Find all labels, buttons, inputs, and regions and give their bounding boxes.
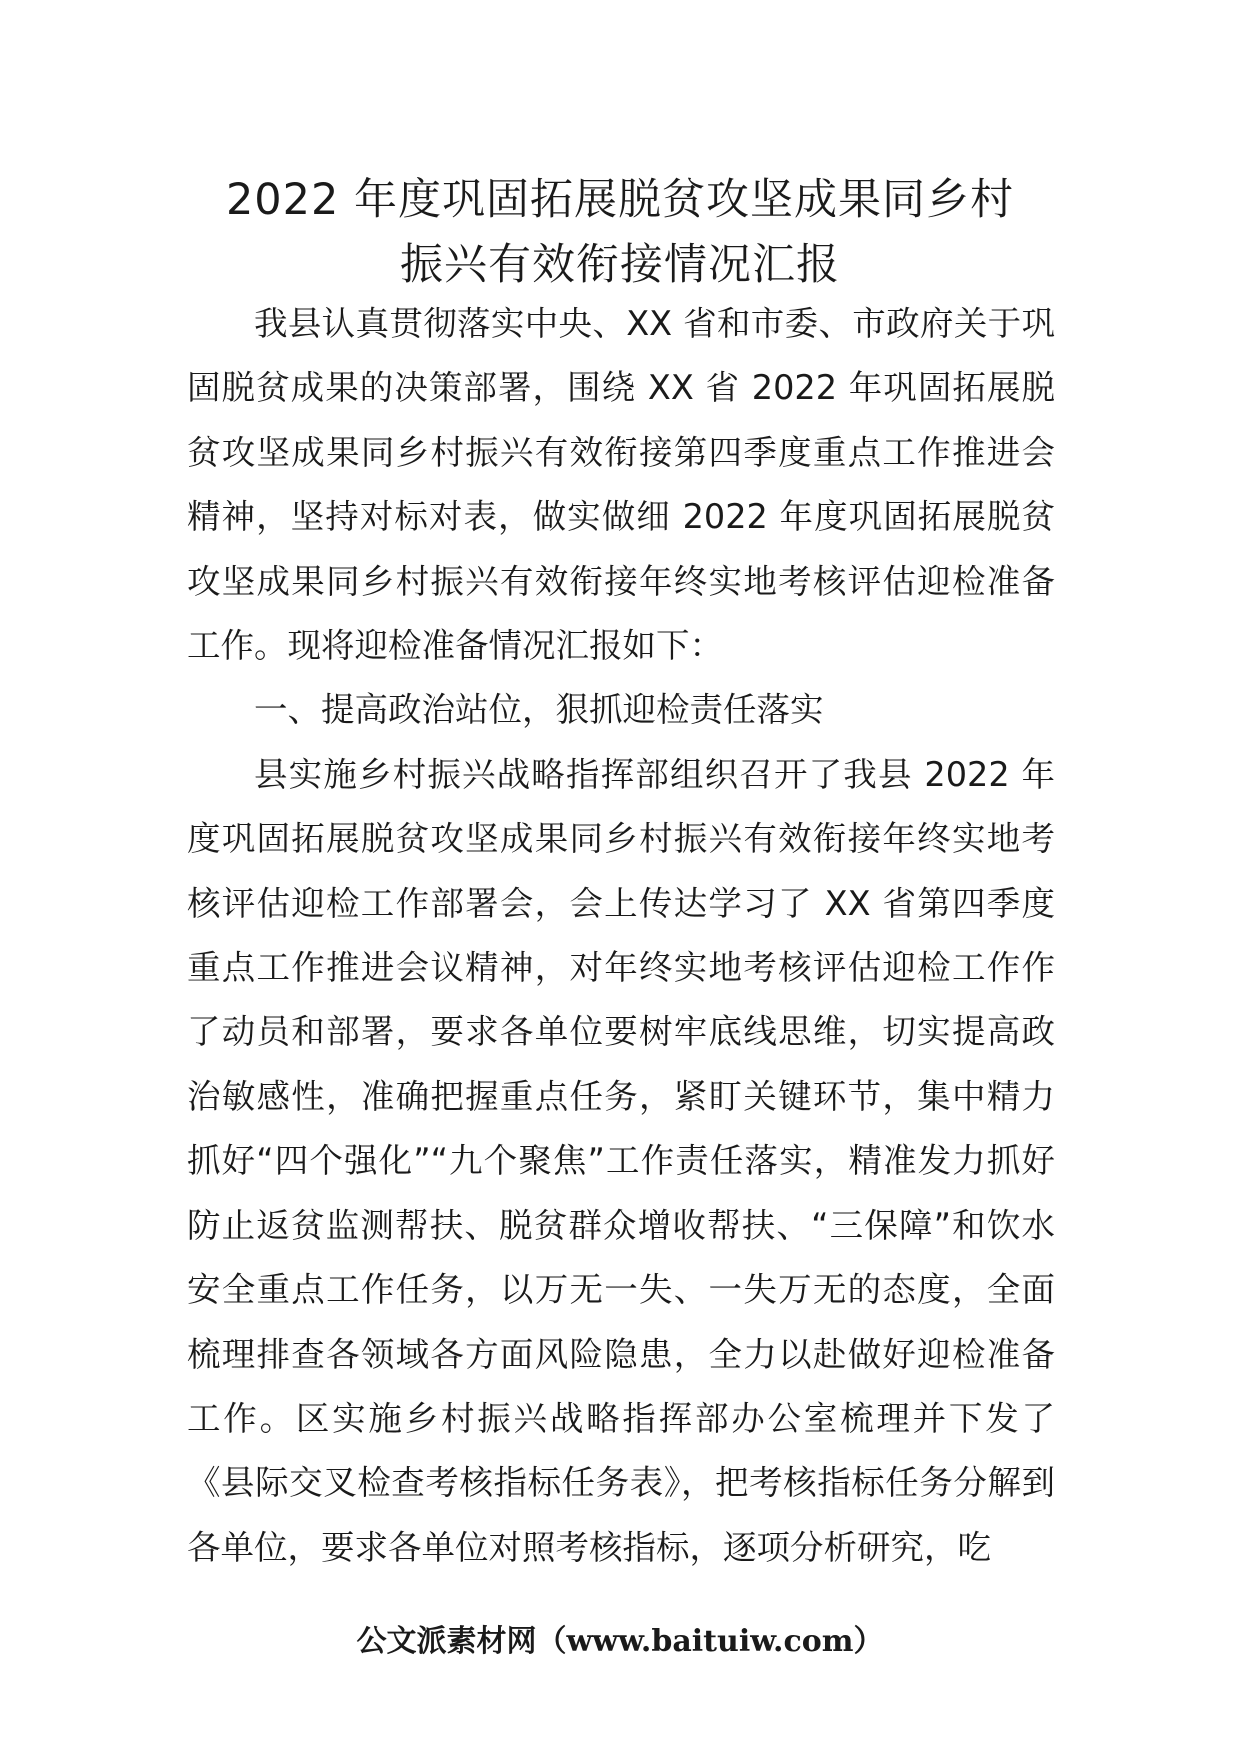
footer-watermark: 公文派素材网（www.baituiw.com） [356, 1624, 884, 1659]
document-title-line-2: 振兴有效衔接情况汇报 [400, 240, 840, 290]
document-title-line-1: 2022 年度巩固拓展脱贫攻坚成果同乡村 [225, 175, 1015, 225]
intro-paragraph: 我县认真贯彻落实中央、XX 省和市委、市政府关于巩固脱贫成果的决策部署，围绕 XX 省 2022 年巩固拓展脱贫攻坚成果同乡村振兴有效衔接第四季度重点工作推进会精神，坚持对标对表，做实做细 2022 年度巩固拓展脱贫攻坚成果同乡村振兴有效衔接年终实地考核评估迎检准备工作。现将迎检准备情况汇报如下： [187, 304, 1055, 666]
document-body [187, 292, 1055, 1580]
section-1-paragraph: 县实施乡村振兴战略指挥部组织召开了我县 2022 年度巩固拓展脱贫攻坚成果同乡村振兴有效衔接年终实地考核评估迎检工作部署会，会上传达学习了 XX 省第四季度重点工作推进会议精神，对年终实地考核评估迎检工作作了动员和部署，要求各单位要树牢底线思维，切实提高政治敏感性，准确把握重点任务，紧盯关键环节，集中精力抓好“四个强化”“九个聚焦”工作责任落实，精准发力抓好防止返贫监测帮扶、脱贫群众增收帮扶、“三保障”和饮水安全重点工作任务，以万无一失、一失万无的态度，全面梳理排查各领域各方面风险隐患，全力以赴做好迎检准备工作。区实施乡村振兴战略指挥部办公室梳理并下发了《县际交叉检查考核指标任务表》，把考核指标任务分解到各单位，要求各单位对照考核指标，逐项分析研究，吃 [187, 754, 1055, 1567]
section-heading-1: 一、提高政治站位，狠抓迎检责任落实 [254, 690, 824, 730]
